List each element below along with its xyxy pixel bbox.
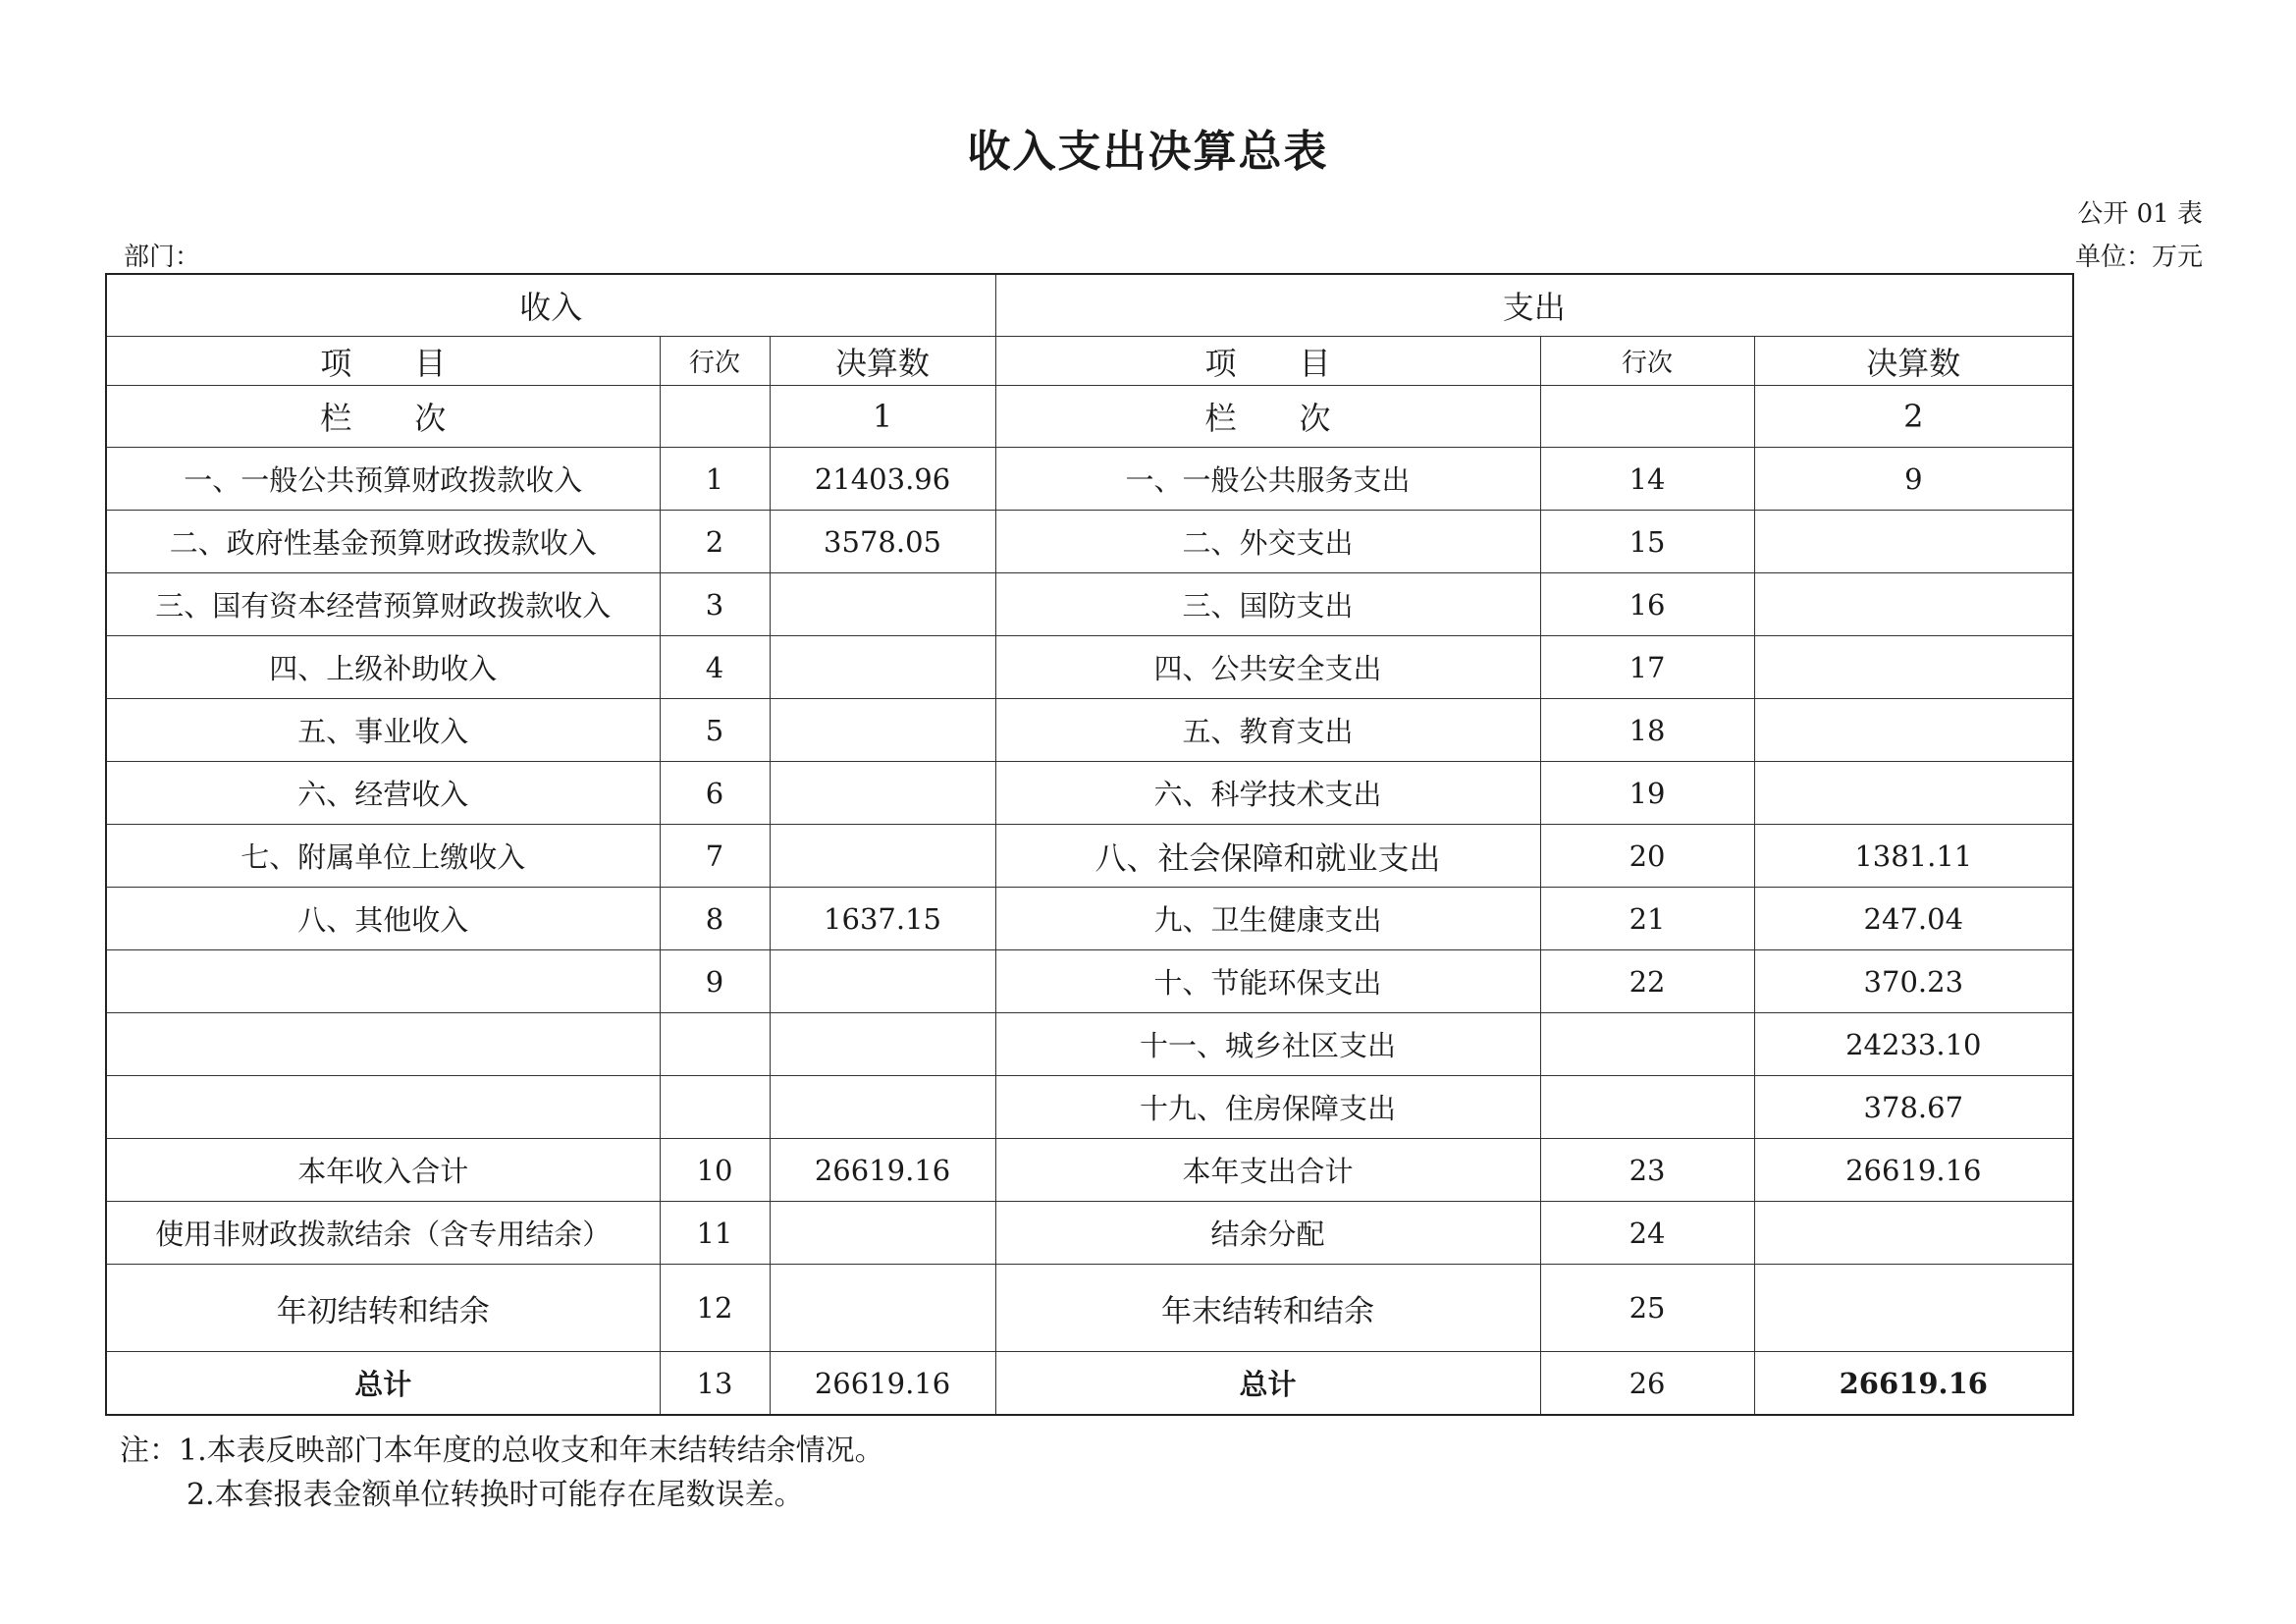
expense-line: 19 <box>1540 762 1754 825</box>
income-line: 4 <box>660 636 770 699</box>
income-amount: 1637.15 <box>770 888 995 950</box>
closing-balance-label: 年末结转和结余 <box>995 1265 1540 1352</box>
page-title: 收入支出决算总表 <box>967 127 1329 177</box>
income-amount <box>770 762 995 825</box>
table-row <box>106 636 2073 699</box>
expense-item: 九、卫生健康支出 <box>995 888 1540 950</box>
income-amount <box>770 573 995 636</box>
expense-amount <box>1754 636 2073 699</box>
income-item: 四、上级补助收入 <box>106 636 660 699</box>
expense-section-header: 支出 <box>995 274 2073 337</box>
income-line <box>660 1013 770 1076</box>
expense-item: 三、国防支出 <box>995 573 1540 636</box>
expense-amount: 1381.11 <box>1754 825 2073 888</box>
expense-amount-header: 决算数 <box>1754 337 2073 386</box>
expense-item: 十九、住房保障支出 <box>995 1076 1540 1139</box>
expense-line <box>1540 1076 1754 1139</box>
grand-total-expense-amount: 26619.16 <box>1754 1352 2073 1416</box>
expense-amount: 378.67 <box>1754 1076 2073 1139</box>
income-item: 三、国有资本经营预算财政拨款收入 <box>106 573 660 636</box>
income-item: 五、事业收入 <box>106 699 660 762</box>
income-item <box>106 950 660 1013</box>
income-amount <box>770 1076 995 1139</box>
income-amount <box>770 825 995 888</box>
expense-item: 十、节能环保支出 <box>995 950 1540 1013</box>
income-column-label: 栏 次 <box>106 386 660 448</box>
income-item-header: 项 目 <box>106 337 660 386</box>
expense-amount: 370.23 <box>1754 950 2073 1013</box>
non-fiscal-balance-amount <box>770 1202 995 1265</box>
expense-item: 四、公共安全支出 <box>995 636 1540 699</box>
income-amount: 3578.05 <box>770 511 995 573</box>
expense-item: 一、一般公共服务支出 <box>995 448 1540 511</box>
income-item: 六、经营收入 <box>106 762 660 825</box>
income-amount <box>770 1013 995 1076</box>
expense-line: 18 <box>1540 699 1754 762</box>
income-line: 8 <box>660 888 770 950</box>
year-expense-total-label: 本年支出合计 <box>995 1139 1540 1202</box>
income-item <box>106 1076 660 1139</box>
grand-total-row <box>106 1352 2073 1416</box>
table-row <box>106 762 2073 825</box>
expense-line: 14 <box>1540 448 1754 511</box>
expense-item: 十一、城乡社区支出 <box>995 1013 1540 1076</box>
expense-item-header: 项 目 <box>995 337 1540 386</box>
expense-line: 17 <box>1540 636 1754 699</box>
expense-amount <box>1754 699 2073 762</box>
income-line: 1 <box>660 448 770 511</box>
closing-balance-line: 25 <box>1540 1265 1754 1352</box>
income-amount: 21403.96 <box>770 448 995 511</box>
grand-total-income-amount: 26619.16 <box>770 1352 995 1416</box>
income-item: 一、一般公共预算财政拨款收入 <box>106 448 660 511</box>
surplus-distribution-amount <box>1754 1202 2073 1265</box>
expense-column-line-empty <box>1540 386 1754 448</box>
unit-label: 单位：万元 <box>2074 243 2203 272</box>
form-code: 公开 01 表 <box>2077 199 2203 229</box>
expense-column-label: 栏 次 <box>995 386 1540 448</box>
expense-line: 21 <box>1540 888 1754 950</box>
income-line-header: 行次 <box>660 337 770 386</box>
department-label: 部门： <box>124 243 201 272</box>
table-row <box>106 950 2073 1013</box>
income-item: 七、附属单位上缴收入 <box>106 825 660 888</box>
income-line: 5 <box>660 699 770 762</box>
balance-row <box>106 1202 2073 1265</box>
year-total-row <box>106 1139 2073 1202</box>
expense-amount: 247.04 <box>1754 888 2073 950</box>
year-expense-total-line: 23 <box>1540 1139 1754 1202</box>
column-header-row <box>106 337 2073 386</box>
expense-amount <box>1754 573 2073 636</box>
income-line: 2 <box>660 511 770 573</box>
expense-item: 二、外交支出 <box>995 511 1540 573</box>
table-row <box>106 888 2073 950</box>
table-row <box>106 1013 2073 1076</box>
column-number-row <box>106 386 2073 448</box>
income-line: 7 <box>660 825 770 888</box>
expense-amount <box>1754 762 2073 825</box>
year-expense-total-amount: 26619.16 <box>1754 1139 2073 1202</box>
income-item <box>106 1013 660 1076</box>
grand-total-income-label: 总计 <box>106 1352 660 1416</box>
year-income-total-amount: 26619.16 <box>770 1139 995 1202</box>
expense-item: 六、科学技术支出 <box>995 762 1540 825</box>
expense-item: 五、教育支出 <box>995 699 1540 762</box>
income-item: 二、政府性基金预算财政拨款收入 <box>106 511 660 573</box>
year-income-total-label: 本年收入合计 <box>106 1139 660 1202</box>
expense-amount <box>1754 511 2073 573</box>
expense-line-header: 行次 <box>1540 337 1754 386</box>
year-income-total-line: 10 <box>660 1139 770 1202</box>
table-row <box>106 448 2073 511</box>
expense-line: 16 <box>1540 573 1754 636</box>
table-notes <box>120 1429 884 1517</box>
section-header-row <box>106 274 2073 337</box>
table-row <box>106 699 2073 762</box>
closing-balance-amount <box>1754 1265 2073 1352</box>
note-line-2: 2.本套报表金额单位转换时可能存在尾数误差。 <box>187 1478 804 1512</box>
income-amount <box>770 699 995 762</box>
expense-amount: 24233.10 <box>1754 1013 2073 1076</box>
income-amount <box>770 950 995 1013</box>
opening-balance-label: 年初结转和结余 <box>106 1265 660 1352</box>
expense-item: 八、社会保障和就业支出 <box>995 825 1540 888</box>
income-line: 3 <box>660 573 770 636</box>
table-row <box>106 573 2073 636</box>
income-amount <box>770 636 995 699</box>
opening-balance-line: 12 <box>660 1265 770 1352</box>
income-section-header: 收入 <box>106 274 995 337</box>
expense-line: 20 <box>1540 825 1754 888</box>
non-fiscal-balance-line: 11 <box>660 1202 770 1265</box>
income-column-line-empty <box>660 386 770 448</box>
opening-balance-amount <box>770 1265 995 1352</box>
grand-total-income-line: 13 <box>660 1352 770 1416</box>
non-fiscal-balance-label: 使用非财政拨款结余（含专用结余） <box>106 1202 660 1265</box>
table-row <box>106 511 2073 573</box>
expense-line <box>1540 1013 1754 1076</box>
expense-column-number: 2 <box>1754 386 2073 448</box>
carryover-row <box>106 1265 2073 1352</box>
grand-total-expense-line: 26 <box>1540 1352 1754 1416</box>
income-amount-header: 决算数 <box>770 337 995 386</box>
note-line-1: 注：1.本表反映部门本年度的总收支和年末结转结余情况。 <box>120 1434 884 1468</box>
income-item: 八、其他收入 <box>106 888 660 950</box>
expense-line: 22 <box>1540 950 1754 1013</box>
surplus-distribution-label: 结余分配 <box>995 1202 1540 1265</box>
income-column-number: 1 <box>770 386 995 448</box>
income-line: 9 <box>660 950 770 1013</box>
expense-amount: 9 <box>1754 448 2073 511</box>
surplus-distribution-line: 24 <box>1540 1202 1754 1265</box>
income-line: 6 <box>660 762 770 825</box>
grand-total-expense-label: 总计 <box>995 1352 1540 1416</box>
income-line <box>660 1076 770 1139</box>
income-expense-table <box>105 273 2074 1416</box>
expense-line: 15 <box>1540 511 1754 573</box>
table-row <box>106 1076 2073 1139</box>
table-row <box>106 825 2073 888</box>
